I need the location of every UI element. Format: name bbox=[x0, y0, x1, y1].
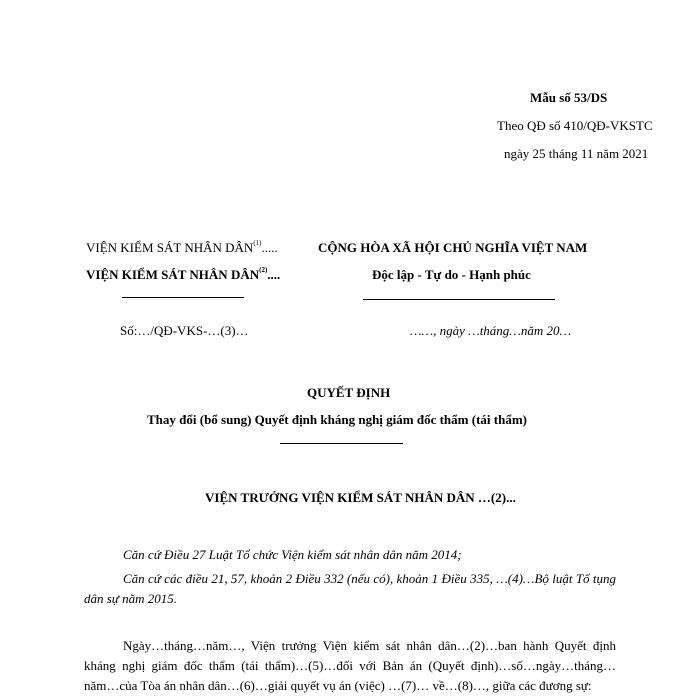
form-number: Mẫu số 53/DS bbox=[530, 90, 608, 105]
national-title: CỘNG HÒA XÃ HỘI CHỦ NGHĨA VIỆT NAM bbox=[318, 240, 588, 255]
footnote-2-marker: (2) bbox=[259, 266, 268, 274]
national-motto: Độc lập - Tự do - Hạnh phúc bbox=[372, 267, 531, 282]
agency-line-1-text: VIỆN KIỂM SÁT NHÂN DÂN bbox=[86, 240, 254, 255]
national-motto-underline bbox=[363, 299, 555, 300]
agency-line-2 bbox=[86, 267, 280, 283]
agency-line-1-dots: ..... bbox=[261, 240, 278, 255]
legal-basis-1: Căn cứ Điều 27 Luật Tổ chức Viện kiểm sát nhân dân năm 2014; bbox=[123, 547, 462, 562]
form-issued-date: ngày 25 tháng 11 năm 2021 bbox=[504, 146, 649, 161]
agency-underline bbox=[122, 297, 244, 298]
decision-subtitle: Thay đổi (bổ sung) Quyết định kháng nghị giám đốc thẩm (tái thẩm) bbox=[147, 412, 527, 427]
body-paragraph: Ngày…tháng…năm…, Viện trưởng Viện kiểm sát nhân dân…(2)…ban hành Quyết định kháng nghị giám đốc thẩm (tái thẩm)…(5)…đối với Bản án (Quyết định)…số…ngày…tháng…năm…của Tòa án nhân dân…(6)…giải quyết vụ án (việc) …(7)… về…(8)…, giữa các đương sự: bbox=[84, 638, 616, 693]
footnote-1-marker: (1) bbox=[253, 239, 262, 247]
form-issued-by: Theo QĐ số 410/QĐ-VKSTC bbox=[497, 118, 653, 133]
agency-line-2-dots: .... bbox=[267, 267, 281, 282]
agency-line-1 bbox=[86, 240, 278, 256]
authority-title: VIỆN TRƯỞNG VIỆN KIỂM SÁT NHÂN DÂN …(2)... bbox=[205, 490, 516, 505]
place-date: ……, ngày …tháng…năm 20… bbox=[410, 323, 572, 338]
legal-basis-2: Căn cứ các điều 21, 57, khoản 2 Điều 332 (nếu có), khoản 1 Điều 335, …(4)…Bộ luật Tố tụng dân sự năm 2015. bbox=[84, 571, 616, 606]
document-number: Số:…/QĐ-VKS-…(3)… bbox=[120, 323, 249, 338]
decision-title: QUYẾT ĐỊNH bbox=[307, 385, 391, 400]
agency-line-2-text: VIỆN KIỂM SÁT NHÂN DÂN bbox=[86, 267, 260, 282]
decision-subtitle-underline bbox=[280, 443, 403, 444]
